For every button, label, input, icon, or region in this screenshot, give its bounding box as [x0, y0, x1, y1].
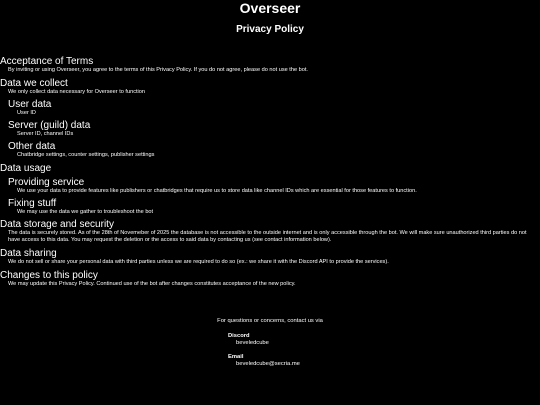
email-label: Email [228, 354, 244, 360]
storage-text: The data is securely stored. As of the 28th of Novemeber of 2025 the database is not accessible to the outside internet and is only accessible through the bot. We will make sure unauthorized third parties do not have access to this data. You may request the deletion or the access to said data by contacting us (see contact information below). [8, 230, 527, 243]
section-data-collect [0, 78, 540, 159]
fixing-stuff-text: We may use the data we gather to troubleshoot the bot [17, 209, 154, 215]
contact-section [0, 318, 540, 368]
section-storage [0, 219, 540, 244]
discord-value: beveledcube [236, 340, 269, 346]
acceptance-heading: Acceptance of Terms [0, 56, 94, 67]
discord-label: Discord [228, 333, 250, 339]
providing-service-text: We use your data to provide features like publishers or chatbridges that require us to store data like channel IDs which are essential for those features to function. [17, 188, 417, 194]
changes-text: We may update this Privacy Policy. Continued use of the bot after changes constitutes acceptance of the new policy. [8, 281, 296, 287]
page-title: Privacy Policy [236, 24, 304, 35]
email-value: beveledcube@secria.me [236, 361, 300, 367]
server-data-text: Server ID, channel IDs [17, 131, 74, 137]
other-data-heading: Other data [8, 141, 56, 152]
acceptance-text: By inviting or using Overseer, you agree to the terms of this Privacy Policy. If you do not agree, please do not use the bot. [8, 67, 308, 73]
site-title: Overseer [239, 0, 301, 16]
section-sharing [0, 248, 540, 266]
user-data-heading: User data [8, 99, 52, 110]
other-data-text: Chatbridge settings, counter settings, publisher settings [17, 152, 155, 158]
changes-heading: Changes to this policy [0, 270, 98, 281]
policy-content [0, 56, 540, 292]
section-data-usage [0, 163, 540, 216]
server-data-heading: Server (guild) data [8, 120, 91, 131]
data-collect-text: We only collect data necessary for Overseer to function [8, 89, 146, 95]
section-changes [0, 270, 540, 288]
data-collect-heading: Data we collect [0, 78, 68, 89]
fixing-stuff-heading: Fixing stuff [8, 198, 57, 209]
sharing-heading: Data sharing [0, 248, 57, 259]
providing-service-heading: Providing service [8, 177, 85, 188]
data-usage-heading: Data usage [0, 163, 52, 174]
sharing-text: We do not sell or share your personal data with third parties unless we are required to do so (ex.: we share it with the Discord API to provide the services). [8, 259, 389, 265]
storage-heading: Data storage and security [0, 219, 114, 230]
section-acceptance [0, 56, 540, 74]
contact-intro: For questions or concerns, contact us via [217, 318, 323, 324]
user-data-text: User ID [17, 110, 36, 116]
